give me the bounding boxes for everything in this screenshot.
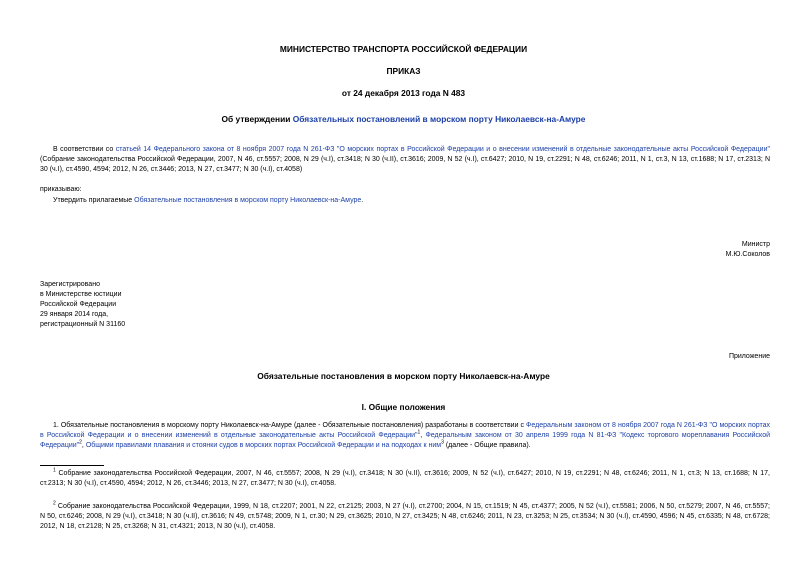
clause-text-3: , <box>81 442 86 449</box>
clause-general-rules-link[interactable]: Общими правилами плавания и стоянки судов в морских портах Российской Федерации и на подходах к ним <box>85 442 442 449</box>
date-number-heading: от 24 декабря 2013 года N 483 <box>341 88 466 98</box>
order-regulations-link[interactable]: Обязательные постановления в морском порту Николаевск-на-Амуре <box>134 197 362 204</box>
registration-line: в Министерстве юстиции <box>40 291 122 298</box>
ministry-heading: МИНИСТЕРСТВО ТРАНСПОРТА РОССИЙСКОЙ ФЕДЕРАЦИИ <box>279 44 528 54</box>
footnote-separator <box>40 465 104 466</box>
preamble-text-2: (Собрание законодательства Российской Федерации, 2007, N 46, ст.5557; 2008, N 29 (ч.I), ст.3418; N 30 (ч.II), ст.3616; 2009, N 52 (ч.I), ст.6427; 2010, N 19, ст.2291; N 48, ст.6246; 2011, N 1, ст.3, N 13, ст.1688; N 17, ст.2313; N 30 (ч.I), ст.4590, 4594; 2012, N 26, ст.3446; 2013, N 27, ст.3477; N 30 (ч.I), ст.4058) <box>40 156 770 173</box>
clause-text-2: , <box>420 432 426 439</box>
footnote-text: Собрание законодательства Российской Федерации, 1999, N 18, ст.2207; 2001, N 22, ст.2125; 2003, N 27 (ч.I), ст.2700; 2004, N 15, ст.1519; N 45, ст.4377; 2005, N 52 (ч.I), ст.5581; 2006, N 50, ст.5279; 2007, N 46, ст.5557; N 50, ст.6246; 2008, N 29 (ч.I), ст.3418; N 30 (ч.II), ст.3616; N 49, ст.5748; 2009, N 1, ст.30; N 29, ст.3625; 2010, N 27, ст.3425; N 48, ст.6246; 2011, N 23, ст.3253; N 25, ст.3534; N 30 (ч.I), ст.4590, 4596; N 45, ст.6335; N 48, ст.6728; 2012, N 18, ст.2128; N 25, ст.3268; N 31, ст.4321; 2013, N 30 (ч.I), ст.4058. <box>40 503 770 530</box>
preamble-paragraph <box>40 145 770 175</box>
clause-law-261-link[interactable]: Федеральным законом от 8 ноября 2007 года N 261-ФЗ "О морских портах в Российской Федерации и о внесении изменений в отдельные законодательные акты Российской Федерации" <box>40 422 770 439</box>
footnote-mark: 2 <box>53 500 56 507</box>
order-text-2: . <box>361 197 364 204</box>
footnote-ref-1[interactable]: 1 <box>417 429 421 436</box>
order-word: приказываю: <box>40 186 82 193</box>
appendix-title: Обязательные постановления в морском порту Николаевск-на-Амуре <box>257 371 550 381</box>
registration-line: Зарегистрировано <box>40 281 100 288</box>
footnote-ref-3[interactable]: 3 <box>441 439 444 446</box>
registration-line: 29 января 2014 года, <box>40 311 109 318</box>
registration-block <box>40 280 125 330</box>
title-prefix: Об утверждении <box>221 114 293 124</box>
document-type-heading: ПРИКАЗ <box>386 66 421 76</box>
appendix-label: Приложение <box>728 353 770 360</box>
signature-name: М.Ю.Соколов <box>725 251 770 258</box>
preamble-law-link[interactable]: статьей 14 Федерального закона от 8 ноября 2007 года N 261-ФЗ "О морских портах в Российской Федерации и о внесении изменений в отдельные законодательные акты Российской Федерации" <box>115 146 770 153</box>
order-text-1: Утвердить прилагаемые <box>53 197 135 204</box>
footnote-mark: 1 <box>53 467 56 474</box>
document-title <box>0 114 807 125</box>
title-link[interactable]: Обязательных постановлений в морском порту Николаевск-на-Амуре <box>292 114 586 124</box>
clause-text-1: 1. Обязательные постановления в морскому порту Николаевск-на-Амуре (далее - Обязательные постановления) разработаны в соответствии с <box>53 422 527 429</box>
signature-position: Министр <box>741 241 770 248</box>
clause-code-link[interactable]: Федеральным законом от 30 апреля 1999 года N 81-ФЗ "Кодекс торгового мореплавания Российской Федерации" <box>40 432 770 449</box>
footnote-2 <box>40 502 770 532</box>
registration-line: Российской Федерации <box>40 301 117 308</box>
clause-text-4: (далее - Общие правила). <box>443 442 531 449</box>
preamble-text-1: В соответствии со <box>53 146 116 153</box>
order-paragraph <box>53 196 363 206</box>
footnote-ref-2[interactable]: 2 <box>79 439 82 446</box>
registration-line: регистрационный N 31160 <box>40 321 126 328</box>
footnote-1 <box>40 469 770 489</box>
footnote-text: Собрание законодательства Российской Федерации, 2007, N 46, ст.5557; 2008, N 29 (ч.I), ст.3418; N 30 (ч.II), ст.3616; 2009, N 52 (ч.I), ст.6427; 2010, N 19, ст.2291; N 48, ст.6246; 2011, N 1, ст.3; N 13, ст.1688; N 17, ст.2313; N 30 (ч.I), ст.4590, 4594; 2012, N 26, ст.3446; 2013, N 27, ст.3477; N 30 (ч.I), ст.4058. <box>40 470 770 487</box>
clause-1-paragraph <box>40 421 770 451</box>
section-heading: I. Общие положения <box>361 402 446 412</box>
